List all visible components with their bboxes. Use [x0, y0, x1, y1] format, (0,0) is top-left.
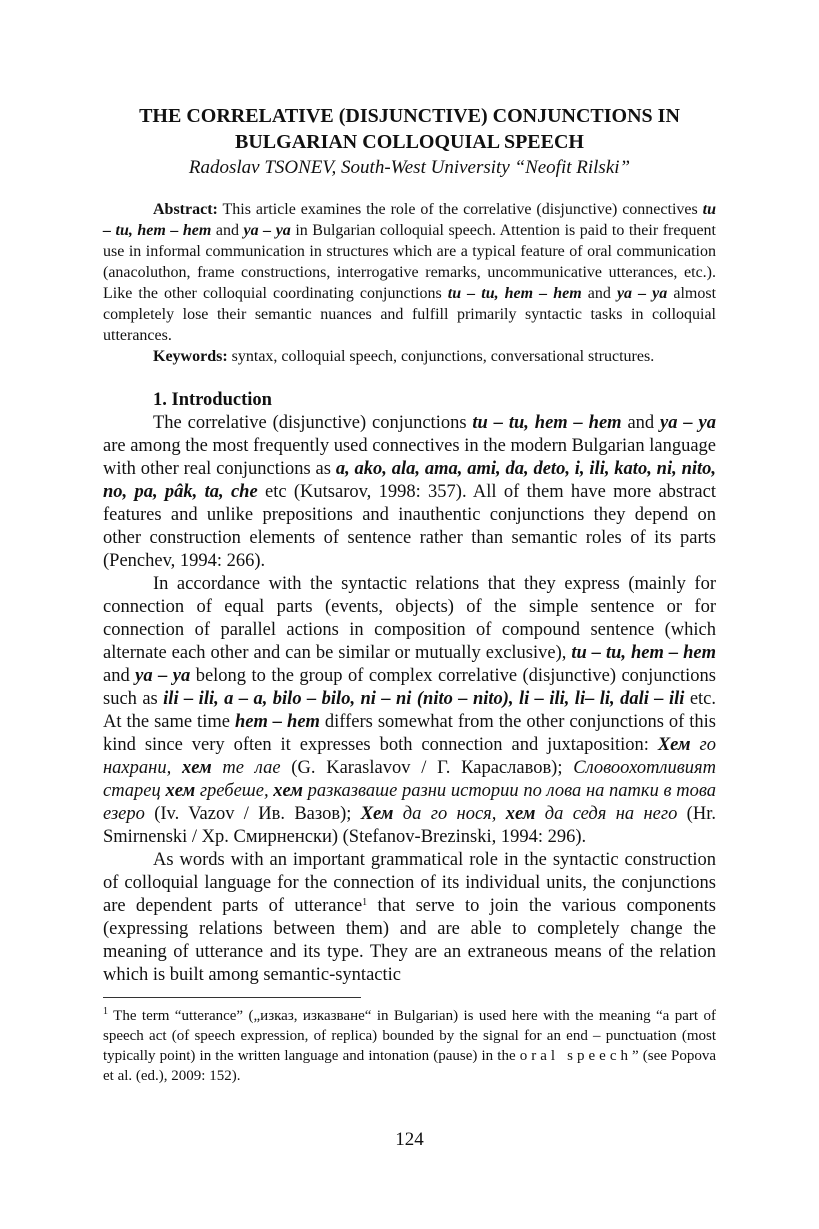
text: and: [103, 666, 136, 686]
abstract-block: [103, 199, 716, 367]
footnote-number: 1: [103, 1006, 108, 1017]
conjunction: ya – ya: [135, 666, 191, 686]
text: that serve to join the various components (expressing relations between them) and are able to completely change the meaning of utterance and its type. They are an extraneous means of the relation which is built among semantic-syntactic: [103, 896, 716, 985]
example-conjunction: хем: [181, 758, 212, 778]
conjunction: hem – hem: [234, 712, 320, 732]
footnote-spaced-text: oral speech: [519, 1048, 632, 1064]
paragraph-3: [103, 849, 716, 987]
abstract-text: almost completely lose their semantic nuances and fulfill primarily syntactic tasks in colloquial utterances.: [103, 285, 717, 344]
citation: (Iv. Vazov / Ив. Вазов);: [144, 804, 361, 824]
abstract-text: in Bulgarian colloquial speech. Attention is paid to their frequent use in informal communication in structures which are a typical feature of oral communication (anacoluthon, frame constructions, interrogative remarks, uncommunicative utterances, etc.). Like the other colloquial coordinating conjunctions: [103, 222, 716, 302]
abstract-paragraph: [103, 199, 716, 346]
article-page: [103, 96, 716, 1086]
keywords-paragraph: [103, 346, 716, 367]
conjunction: ili – ili, a – a, bilo – bilo, ni – ni (nito – nito), li – ili, li– li, dali – ili: [163, 689, 685, 709]
article-title: THE CORRELATIVE (DISJUNCTIVE) CONJUNCTIONS IN BULGARIAN COLLOQUIAL SPEECH: [139, 105, 680, 153]
footnote-divider: [103, 997, 361, 998]
page-number: 124: [395, 1129, 424, 1150]
citation: (G. Karaslavov / Г. Караславов);: [280, 758, 574, 778]
keywords-text: syntax, colloquial speech, conjunctions, conversational structures.: [227, 348, 655, 365]
text: belong to the group of complex correlative (disjunctive) conjunctions such as: [103, 666, 717, 709]
section-heading: 1. Introduction: [153, 390, 272, 410]
example-text: те лае: [211, 758, 281, 778]
text: differs somewhat from the other conjunctions of this kind since very often it expresses both connection and juxtaposition:: [103, 712, 717, 755]
conjunction: ya – ya: [616, 285, 668, 302]
text: As words with an important grammatical role in the syntactic construction of colloquial language for the connection of its individual units, the conjunctions are dependent parts of utterance: [103, 850, 716, 916]
footnote-text: ” (see Popova et al. (ed.), 2009: 152).: [103, 1048, 717, 1084]
abstract-text: and: [211, 222, 244, 239]
example-conjunction: Хем: [360, 804, 394, 824]
conjunction: tu – tu, hem – hem: [103, 201, 716, 239]
abstract-text: and: [581, 285, 617, 302]
abstract-text: This article examines the role of the correlative (disjunctive) connectives: [217, 201, 703, 218]
footnote-text: The term “utterance” („изказ, изказване“ in Bulgarian) is used here with the meaning “a part of speech act (of speech expression, of replica) bounded by the signal for an end – punctuation (most typically point) in the written language and intonation (pause) in the: [103, 1008, 716, 1064]
article-author: Radoslav TSONEV, South-West University “Neofit Rilski”: [188, 157, 631, 178]
keywords-label: Keywords:: [153, 348, 228, 365]
text: The correlative (disjunctive) conjunctions: [153, 413, 473, 433]
example-text: да го нося,: [393, 804, 506, 824]
example-conjunction: хем: [165, 781, 196, 801]
example-conjunction: хем: [273, 781, 303, 801]
example-conjunction: хем: [505, 804, 536, 824]
example-text: да седя на него: [535, 804, 678, 824]
conjunction: tu – tu, hem – hem: [447, 285, 582, 302]
text: In accordance with the syntactic relations that they express (mainly for connection of equal parts (events, objects) of the simple sentence or for connection of parallel actions in composition of compound sentence (which alternate each other and can be similar or mutually exclusive),: [103, 574, 716, 663]
footnote-marker[interactable]: 1: [362, 897, 368, 908]
example-text: го нахрани,: [103, 735, 716, 778]
body-text: [103, 412, 716, 987]
text: are among the most frequently used connectives in the modern Bulgarian language with other real conjunctions as: [103, 436, 716, 479]
citation: (Hr. Smirnenski / Хр. Смирненски) (Stefanov-Brezinski, 1994: 296).: [103, 804, 716, 847]
abstract-label: Abstract:: [153, 201, 218, 218]
example-text: Словоохотливият старец: [103, 758, 716, 801]
conjunction: ya – ya: [243, 222, 291, 239]
footnote: [103, 1006, 716, 1086]
text: etc. At the same time: [103, 689, 716, 732]
conjunction: tu – tu, hem – hem: [571, 643, 716, 663]
example-text: гребеше,: [195, 781, 274, 801]
example-conjunction: Хем: [657, 735, 691, 755]
text: etc (Kutsarov, 1998: 357). All of them have more abstract features and unlike prepositions and inauthentic conjunctions they depend on other construction elements of sentence rather than semantic roles of its parts (Penchev, 1994: 266).: [103, 482, 716, 571]
conjunction: ya – ya: [660, 413, 716, 433]
text: and: [621, 413, 661, 433]
conjunction: a, ako, ala, ama, ami, da, deto, i, ili, kato, ni, nito, no, pa, pâk, ta, che: [103, 459, 717, 502]
paragraph-1: [103, 412, 716, 573]
conjunction: tu – tu, hem – hem: [472, 413, 622, 433]
example-text: разказваше разни истории по лова на патки в това езеро: [103, 781, 716, 824]
paragraph-2: [103, 573, 716, 849]
